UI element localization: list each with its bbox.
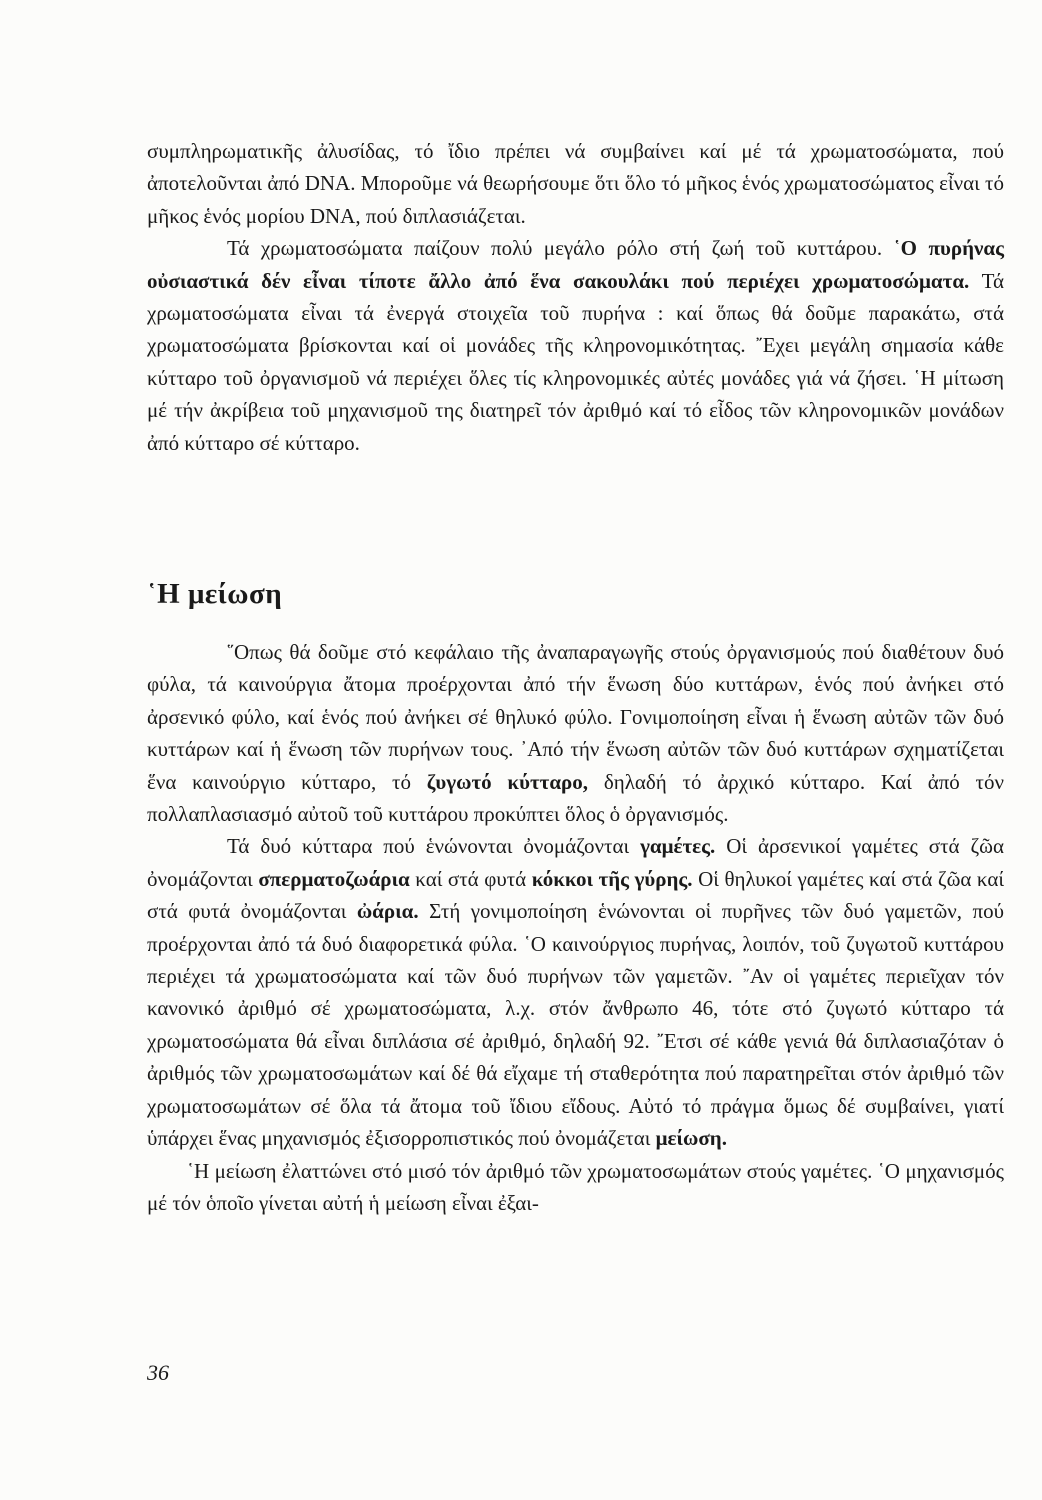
bold-term: γαμέτες.	[640, 834, 716, 859]
section-heading: ῾Η μείωση	[147, 578, 283, 610]
bold-term: κόκκοι τῆς γύρης.	[531, 866, 693, 891]
paragraph-chromosomes-role: Τά χρωματοσώματα παίζουν πολύ μεγάλο ρόλο στή ζωή τοῦ κυττάρου. ῾Ο πυρήνας οὐσιαστικά δέν εἶναι τίποτε ἄλλο ἀπό ἕνα σακουλάκι πού περιέχει χρωματοσώματα. Τά χρωματοσώματα εἶναι τά ἐνεργά στοιχεῖα τοῦ πυρήνα : καί ὅπως θά δοῦμε παρακάτω, στά χρωματοσώματα βρίσκονται καί οἱ μονάδες τῆς κληρονομικότητας. ῎Εχει μεγάλη σημασία κάθε κύτταρο τοῦ ὀργανισμοῦ νά περιέχει ὅλες τίς κληρονομικές αὐτές μονάδες γιά νά ζήσει. ῾Η μίτωση μέ τήν ἀκρίβεια τοῦ μηχανισμοῦ της διατηρεῖ τόν ἀριθμό καί τό εἶδος τῶν κληρονομικῶν μονάδων ἀπό κύτταρο σέ κύτταρο.	[147, 236, 1005, 455]
bold-term: μείωση.	[655, 1126, 727, 1151]
paragraph-meiosis: ῾Η μείωση ἐλαττώνει στό μισό τόν ἀριθμό τῶν χρωματοσωμάτων στούς γαμέτες. ῾Ο μηχανισμός μέ τόν ὁποῖο γίνεται αὐτή ἡ μείωση εἶναι ἐξαι-	[147, 1158, 1004, 1215]
paragraph-dna-continuation: συμπληρωματικῆς ἀλυσίδας, τό ἴδιο πρέπει νά συμβαίνει καί μέ τά χρωματοσώματα, πού ἀποτελοῦνται ἀπό DNA. Μποροῦμε νά θεωρήσουμε ὅτι ὅλο τό μῆκος ἑνός χρωματοσώματος εἶναι τό μῆκος ἑνός μορίου DNA, πού διπλασιάζεται.	[147, 139, 1004, 228]
bold-phrase: ῾Ο πυρήνας οὐσιαστικά δέν εἶναι τίποτε ἄλλο ἀπό ἕνα σακουλάκι πού περιέχει χρωματοσώματα.	[147, 236, 1005, 293]
bold-term: ζυγωτό κύτταρο,	[426, 769, 589, 794]
bold-term: σπερματοζωάρια	[258, 866, 410, 891]
text-block-bottom	[147, 636, 1004, 1219]
bold-term: ὠάρια.	[356, 899, 419, 924]
text-block-top	[147, 135, 1004, 459]
paragraph-fertilization: ῞Οπως θά δοῦμε στό κεφάλαιο τῆς ἀναπαραγωγῆς στούς ὀργανισμούς πού διαθέτουν δυό φύλα, τά καινούργια ἄτομα προέρχονται ἀπό τήν ἕνωση δύο κυττάρων, ἑνός πού ἀνήκει στό ἀρσενικό φύλο, καί ἑνός πού ἀνήκει σέ θηλυκό φύλο. Γονιμοποίηση εἶναι ἡ ἕνωση αὐτῶν τῶν δυό κυττάρων καί ἡ ἕνωση τῶν πυρήνων τους. ᾿Από τήν ἕνωση αὐτῶν τῶν δυό κυττάρων σχηματίζεται ἕνα καινούργιο κύτταρο, τό ζυγωτό κύτταρο, δηλαδή τό ἀρχικό κύτταρο. Καί ἀπό τόν πολλαπλασιασμό αὐτοῦ τοῦ κυττάρου προκύπτει ὅλος ὁ ὀργανισμός.	[147, 640, 1004, 827]
paragraph-gametes: Τά δυό κύτταρα πού ἑνώνονται ὀνομάζονται γαμέτες. Οἱ ἀρσενικοί γαμέτες στά ζῶα ὀνομάζονται σπερματοζωάρια καί στά φυτά κόκκοι τῆς γύρης. Οἱ θηλυκοί γαμέτες καί στά ζῶα καί στά φυτά ὀνομάζονται ὠάρια. Στή γονιμοποίηση ἑνώνονται οἱ πυρῆνες τῶν δυό γαμετῶν, πού προέρχονται ἀπό τά δυό διαφορετικά φύλα. ῾Ο καινούργιος πυρήνας, λοιπόν, τοῦ ζυγωτοῦ κυττάρου περιέχει τά χρωματοσώματα καί τῶν δυό πυρήνων τῶν γαμετῶν. ῎Αν οἱ γαμέτες περιεῖχαν τόν κανονικό ἀριθμό σέ χρωματοσώματα, λ.χ. στόν ἄνθρωπο 46, τότε στό ζυγωτό κύτταρο τά χρωματοσώματα θά εἶναι διπλάσια σέ ἀριθμό, δηλαδή 92. ῎Ετσι σέ κάθε γενιά θά διπλασιαζόταν ὁ ἀριθμός τῶν χρωματοσωμάτων καί δέ θά εἴχαμε τή σταθερότητα πού παρατηρεῖται στόν ἀριθμό τῶν χρωματοσωμάτων σέ ὅλα τά ἄτομα τοῦ ἴδιου εἴδους. Αὐτό τό πράγμα ὅμως δέ συμβαίνει, γιατί ὑπάρχει ἕνας μηχανισμός ἐξισορροπιστικός πού ὀνομάζεται μείωση.	[147, 834, 1005, 1151]
page-number: 36	[147, 1360, 169, 1385]
